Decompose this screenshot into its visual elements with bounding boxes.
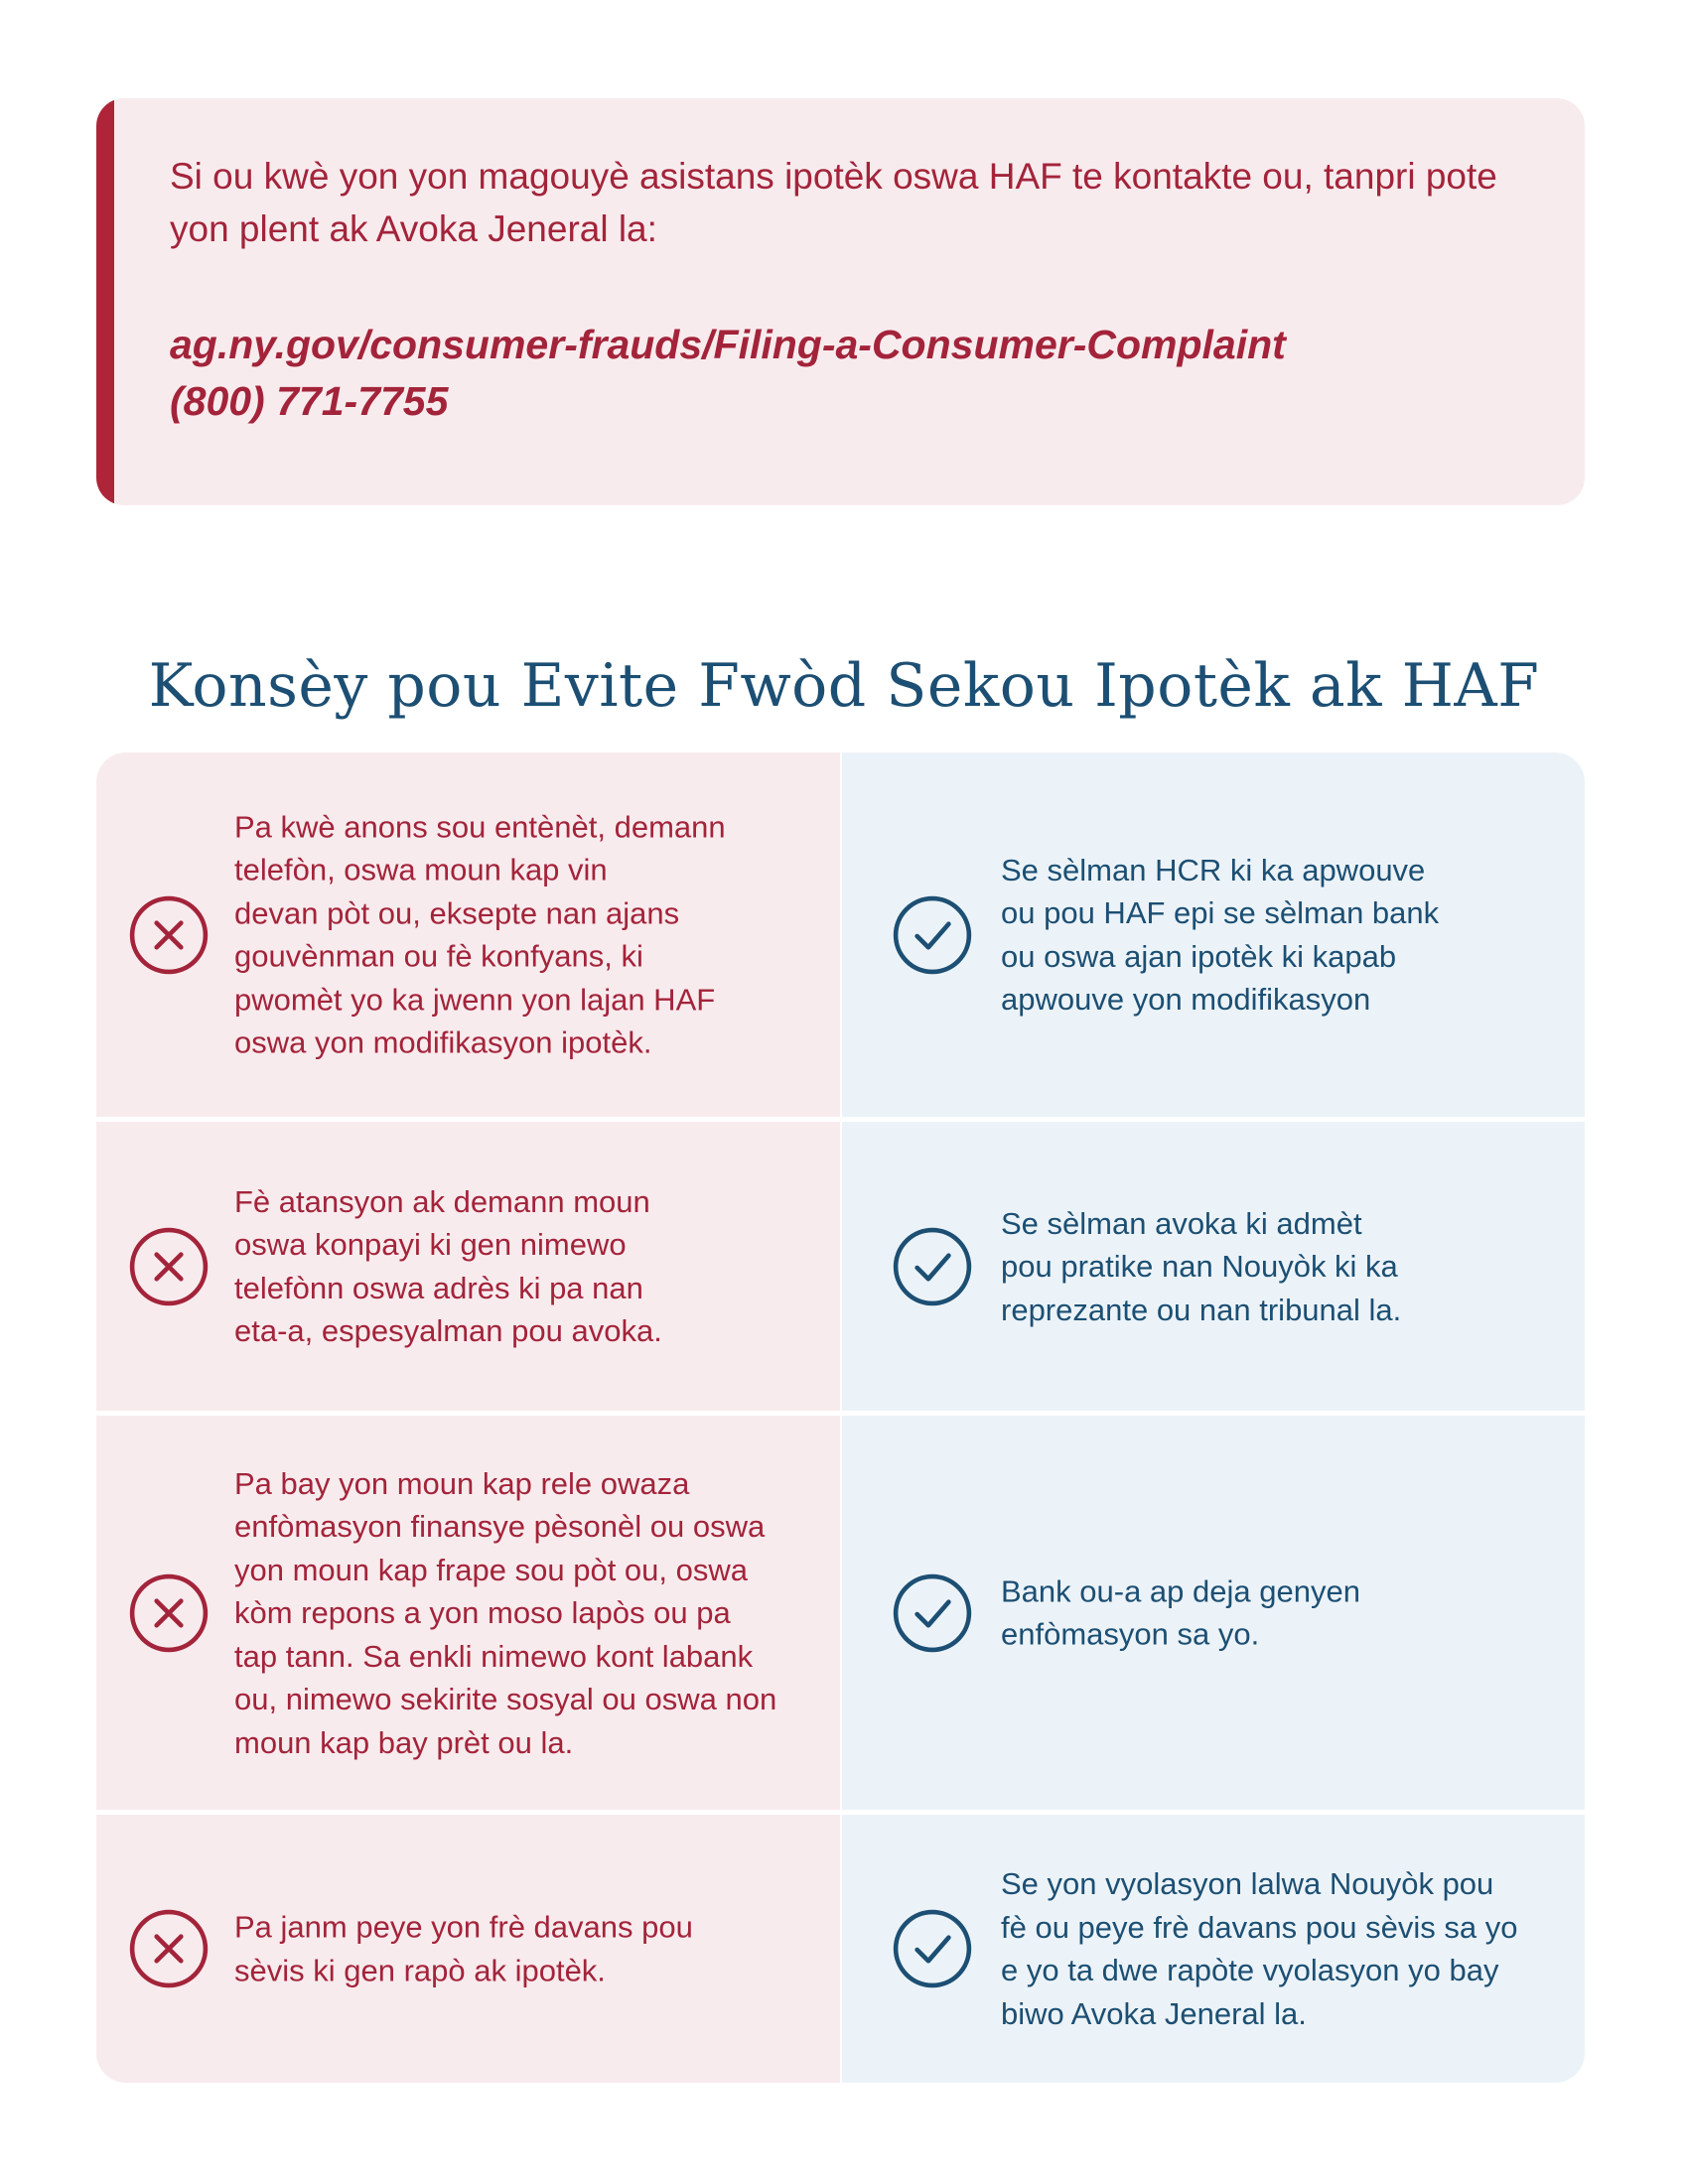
tip-text-line: Pa bay yon moun kap rele owaza xyxy=(234,1465,690,1501)
tip-text-line: Bank ou-a ap deja genyen xyxy=(1001,1573,1360,1608)
tip-text-line: telefòn, oswa moun kap vin xyxy=(234,852,608,887)
check-circle-icon xyxy=(892,1226,973,1307)
tip-text-line: eta-a, espesyalman pou avoka. xyxy=(234,1313,662,1348)
tips-heading: Konsèy pou Evite Fwòd Sekou Ipotèk ak HAF xyxy=(148,651,1540,721)
do-tip-cell xyxy=(842,1815,1585,2083)
tip-text-line: Se sèlman HCR ki ka apwouve xyxy=(1001,852,1426,887)
tip-text-line: Pa kwè anons sou entènèt, demann xyxy=(234,809,726,844)
check-circle-icon xyxy=(892,1572,973,1654)
fraud-report-callout xyxy=(96,98,1585,505)
tip-text-line: kòm repons a yon moso lapòs ou pa xyxy=(234,1594,731,1630)
do-tip-text xyxy=(1001,1570,1567,1656)
do-tip-text xyxy=(1001,1201,1567,1331)
tip-text-line: biwo Avoka Jeneral la. xyxy=(1001,1995,1307,2031)
tip-text-line: ou pou HAF epi se sèlman bank xyxy=(1001,895,1440,930)
do-tip-cell xyxy=(842,752,1585,1117)
tip-text-line: yon moun kap frape sou pòt ou, oswa xyxy=(234,1552,748,1587)
x-circle-icon xyxy=(128,1908,210,1989)
x-circle-icon xyxy=(128,1572,210,1654)
tip-text-line: enfòmasyon sa yo. xyxy=(1001,1616,1260,1652)
tip-text-line: Fè atansyon ak demann moun xyxy=(234,1183,650,1219)
callout-message: Si ou kwè yon yon magouyè asistans ipotèk oswa HAF te kontakte ou, tanpri pote yon plent ak Avoka Jeneral la: xyxy=(170,156,1497,249)
check-circle-icon xyxy=(892,1908,973,1989)
tip-text-line: telefònn oswa adrès ki pa nan xyxy=(234,1270,643,1305)
tip-text-line: devan pòt ou, eksepte nan ajans xyxy=(234,895,680,930)
tip-row xyxy=(96,1815,1585,2083)
tip-text-line: moun kap bay prèt ou la. xyxy=(234,1724,574,1760)
tip-text-line: oswa konpayi ki gen nimewo xyxy=(234,1227,627,1262)
dont-tip-text xyxy=(234,1906,820,1992)
tip-row xyxy=(96,1416,1585,1810)
tip-text-line: e yo ta dwe rapòte vyolasyon yo bay xyxy=(1001,1953,1499,1987)
tip-text-line: enfòmasyon finansye pèsonèl ou oswa xyxy=(234,1508,766,1544)
complaint-link[interactable]: ag.ny.gov/consumer-frauds/Filing-a-Consumer-Complaint xyxy=(170,322,1286,367)
tip-text-line: pwomèt yo ka jwenn yon lajan HAF xyxy=(234,982,716,1017)
do-tip-cell xyxy=(842,1122,1585,1411)
dont-tip-cell xyxy=(96,1416,840,1810)
tip-text-line: apwouve yon modifikasyon xyxy=(1001,982,1371,1017)
dont-tip-cell xyxy=(96,752,840,1117)
tip-text-line: Pa janm peye yon frè davans pou xyxy=(234,1909,693,1945)
complaint-phone-number[interactable]: (800) 771-7755 xyxy=(170,378,449,424)
do-tip-text xyxy=(1001,1862,1567,2035)
do-tip-text xyxy=(1001,849,1567,1022)
tip-text-line: ou oswa ajan ipotèk ki kapab xyxy=(1001,938,1397,974)
dont-tip-cell xyxy=(96,1122,840,1411)
tip-text-line: sèvis ki gen rapò ak ipotèk. xyxy=(234,1953,606,1987)
tips-table xyxy=(96,752,1585,2083)
tip-text-line: Se yon vyolasyon lalwa Nouyòk pou xyxy=(1001,1866,1494,1901)
tip-row xyxy=(96,752,1585,1117)
do-tip-cell xyxy=(842,1416,1585,1810)
tip-text-line: fè ou peye frè davans pou sèvis sa yo xyxy=(1001,1909,1518,1945)
check-circle-icon xyxy=(892,894,973,976)
tip-text-line: oswa yon modifikasyon ipotèk. xyxy=(234,1024,652,1060)
tip-text-line: Se sèlman avoka ki admèt xyxy=(1001,1205,1362,1241)
x-circle-icon xyxy=(128,894,210,976)
dont-tip-text xyxy=(234,1180,820,1353)
tip-text-line: pou pratike nan Nouyòk ki ka xyxy=(1001,1248,1398,1284)
dont-tip-text xyxy=(234,805,820,1064)
tip-text-line: ou, nimewo sekirite sosyal ou oswa non xyxy=(234,1681,777,1716)
callout-accent-bar xyxy=(96,98,114,505)
tip-row xyxy=(96,1122,1585,1411)
tip-text-line: tap tann. Sa enkli nimewo kont labank xyxy=(234,1638,754,1674)
x-circle-icon xyxy=(128,1226,210,1307)
dont-tip-cell xyxy=(96,1815,840,2083)
tip-text-line: gouvènman ou fè konfyans, ki xyxy=(234,938,643,974)
tip-text-line: reprezante ou nan tribunal la. xyxy=(1001,1292,1402,1327)
dont-tip-text xyxy=(234,1461,820,1764)
